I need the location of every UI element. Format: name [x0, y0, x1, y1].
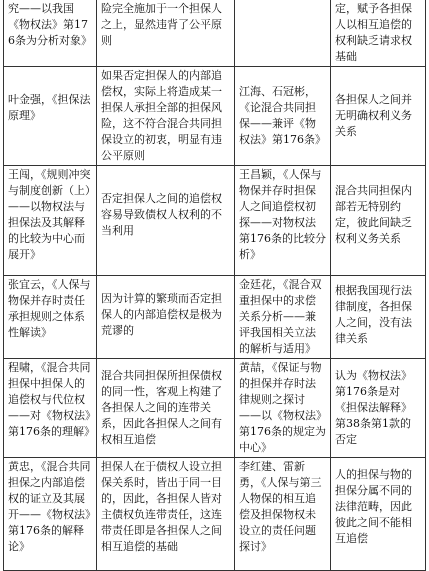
cell-text: 否定担保人之间的追偿权容易导致债权人权利的不当利用	[101, 192, 222, 237]
table-cell-viewpoint	[97, 166, 235, 276]
cell-text: 张宜云，《人保与物保并存时责任承担规则之体系性解读》	[8, 278, 91, 339]
cell-text: 究——以我国《物权法》第176条为分析对象》	[8, 2, 92, 47]
cell-text: 混合共同担保内部若无特别约定，彼此间缺乏权利义务关系	[335, 184, 412, 245]
table-cell-viewpoint	[97, 67, 235, 166]
table-row	[4, 458, 426, 571]
table-row	[4, 359, 426, 458]
cell-text: 黄喆，《保证与物的担保并存时法律规则之探讨——以《物权法》第176条的规定为中心》	[239, 361, 326, 454]
table-cell-author-work	[4, 276, 97, 359]
table-cell-viewpoint	[97, 458, 235, 571]
cell-text: 认为《物权法》第176条是对《担保法解释》第38条第1款的否定	[335, 369, 412, 446]
table-row	[4, 67, 426, 166]
table-cell-author-work	[4, 0, 97, 67]
table-cell-viewpoint	[331, 359, 426, 458]
table-cell-author-work	[235, 359, 331, 458]
cell-text: 叶金强，《担保法原理》	[8, 93, 91, 122]
cell-text: 王昌颖，《人保与物保并存时担保人之间追偿权初探——对物权法第176条的比较分析》	[239, 168, 326, 261]
cell-text: 江海、石冠彬，《论混合共同担保——兼评《物权法》第176条》	[239, 85, 326, 146]
cell-text: 王闯，《规则冲突与制度创新（上）——以物权法与担保法及其解释的比较为中心而展开》	[8, 168, 91, 261]
table-cell-viewpoint	[331, 166, 426, 276]
literature-comparison-table	[3, 0, 426, 571]
table-cell-viewpoint	[331, 458, 426, 571]
table-cell-viewpoint	[97, 276, 235, 359]
table-cell-author-work	[235, 276, 331, 359]
cell-text: 各担保人之间并无明确权利义务关系	[335, 93, 412, 138]
cell-text: 因为计算的繁琐而否定担保人的内部追偿权是极为荒谬的	[101, 292, 222, 337]
cell-text: 定，赋予各担保人以相互追偿的权利缺乏请求权基础	[335, 2, 412, 63]
table-cell-viewpoint	[331, 67, 426, 166]
cell-text: 根据我国现行法律制度，各担保人之间，没有法律关系	[335, 284, 412, 345]
cell-text: 如果否定担保人的内部追偿权，实际上将造成某一担保人承担全部的担保风险，这不符合混合共同担保设立的初衷，明显有违公平原则	[101, 69, 222, 162]
cell-text: 金廷花，《混合双重担保中的求偿关系分析——兼评我国相关立法的解析与适用》	[239, 278, 322, 355]
cell-text: 险完全施加于一个担保人之上，显然违背了公平原则	[101, 2, 222, 47]
table-row	[4, 276, 426, 359]
table-cell-author-work	[4, 166, 97, 276]
table-cell-viewpoint	[97, 0, 235, 67]
table-cell-author-work	[4, 359, 97, 458]
table-cell-author-work	[235, 0, 331, 67]
cell-text: 混合共同担保所担保债权的同一性，客观上构建了各担保人之间的连带关系，因此各担保人之间有权相互追偿	[101, 369, 222, 446]
table-cell-author-work	[4, 67, 97, 166]
table-cell-author-work	[235, 67, 331, 166]
table-cell-author-work	[235, 166, 331, 276]
table-cell-viewpoint	[331, 276, 426, 359]
cell-text: 人的担保与物的担保分属不同的法律范畴，因此彼此之间不能相互追偿	[335, 468, 412, 545]
table-cell-viewpoint	[97, 359, 235, 458]
table-row	[4, 166, 426, 276]
table-cell-author-work	[4, 458, 97, 571]
table-row	[4, 0, 426, 67]
table-cell-author-work	[235, 458, 331, 571]
cell-text: 程啸，《混合共同担保中担保人的追偿权与代位权——对《物权法》第176条的理解》	[8, 361, 95, 438]
cell-text: 黄忠，《混合共同担保之内部追偿权的证立及其展开——《物权法》第176条的解释论》	[8, 460, 91, 553]
table-cell-viewpoint	[331, 0, 426, 67]
cell-text: 李红建、雷新勇，《人保与第三人物保的相互追偿及担保物权未设立的责任问题探讨》	[239, 460, 322, 553]
cell-text: 担保人在于债权人设立担保关系时，皆出于同一目的，因此，各担保人皆对主债权负连带责任，这连带责任即是各担保人之间相互追偿的基础	[101, 460, 222, 553]
